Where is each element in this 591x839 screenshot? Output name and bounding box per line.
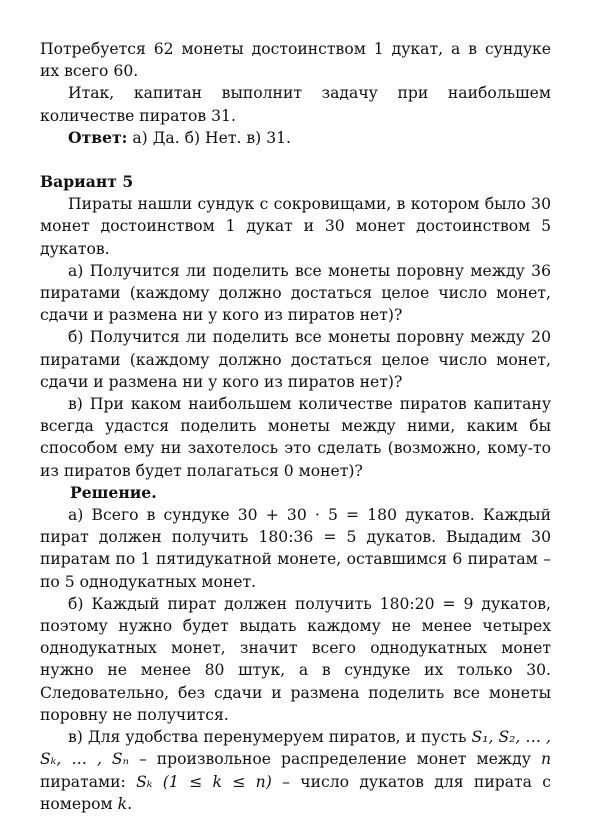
question-b: б) Получится ли поделить все монеты поровну между 20 пиратами (каждому должно достаться целое число монет, сдачи и размена ни у кого из пиратов нет)? — [40, 328, 551, 391]
distribution-sequence: S₁, S₂, … , Sₖ, … , Sₙ — [40, 728, 552, 769]
paragraph-conclusion: Итак, капитан выполнит задачу при наибольшем количестве пиратов 31. — [40, 84, 551, 125]
solution-c-part2: – произвольное распределение монет между — [128, 750, 541, 769]
solution-b: б) Каждый пират должен получить 180:20 = 9 дукатов, поэтому нужно будет выдать каждому не менее четырех однодукатных монет, значит всего однодукатных монет нужно не менее 80 штук, а в сундуке их только 30. Следовательно, без сдачи и размена поделить все монеты поровну не получится. — [40, 594, 551, 724]
answer-line — [40, 127, 551, 149]
solution-c — [40, 726, 551, 815]
var-sk: Sₖ (1 ≤ k ≤ n) — [136, 772, 272, 791]
solution-c-part5: . — [127, 794, 133, 813]
problem-intro: Пираты нашли сундук с сокровищами, в котором было 30 монет достоинством 1 дукат и 30 монет достоинством 5 дукатов. — [40, 195, 551, 258]
variant-title: Вариант 5 — [40, 172, 134, 192]
answer-text: а) Да. б) Нет. в) 31. — [127, 128, 292, 147]
solution-label: Решение. — [70, 482, 157, 502]
paragraph-prev-end: Потребуется 62 монеты достоинством 1 дукат, а в сундуке их всего 60. — [40, 40, 551, 81]
solution-c-part4: – число дукатов для пирата с номером — [40, 772, 551, 813]
var-k: k — [117, 794, 128, 813]
solution-heading-line — [40, 482, 551, 504]
question-a: а) Получится ли поделить все монеты поровну между 36 пиратами (каждому должно достаться целое число монет, сдачи и размена ни у кого из пиратов нет)? — [40, 261, 551, 325]
solution-a: а) Всего в сундуке 30 + 30 · 5 = 180 дукатов. Каждый пират должен получить 180:36 = 5 дукатов. Выдадим 30 пиратам по 1 пятидукатной монете, оставшимся 6 пиратам – по 5 однодукатных монет. — [40, 506, 551, 591]
answer-label: Ответ: — [68, 127, 128, 147]
question-c: в) При каком наибольшем количестве пиратов капитану всегда удастся поделить монеты между ними, каким бы способом ему ни захотелось это сделать (возможно, кому-то из пиратов будет полагаться 0 монет)? — [40, 395, 551, 480]
solution-c-part1: в) Для удобства перенумеруем пиратов, и пусть — [68, 728, 472, 747]
var-n: n — [540, 750, 551, 769]
solution-c-part3: пиратами: — [40, 772, 137, 791]
document-page — [40, 38, 551, 815]
